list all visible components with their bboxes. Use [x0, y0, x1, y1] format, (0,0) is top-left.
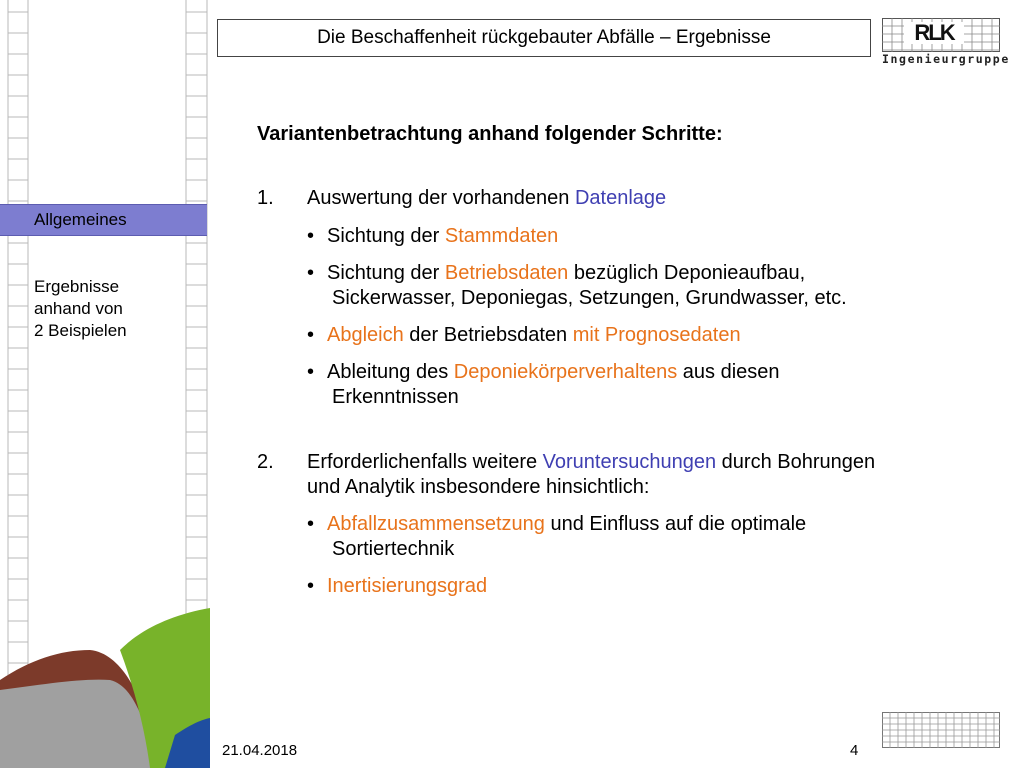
- sidebar-item-label-line: Ergebnisse: [34, 277, 120, 296]
- slide-content: Variantenbetrachtung anhand folgender Schritte: 1. Auswertung der vorhandenen Datenlage • Sichtung der Stammdaten • Sichtung der Betriebsdaten bezüglich Deponieaufbau, Sickerwasser, Deponiegas, Setzungen, Grundwasser, etc. • Abgleich der Betriebsdaten mit Prognosedaten • Ableitung des Deponiekörperverhaltens aus diesen Erkenntnissen 2. Erforderlichenfalls weitere Voruntersuchungen durch Bohrungen und Analytik insbesondere hinsichtlich: • Abfallzusammensetzung und Einfluss auf die optimale Sortiertechnik • Inertisierungsgrad: [257, 122, 987, 147]
- footer-date: 21.04.2018: [222, 742, 298, 759]
- sidebar-item-allgemeines[interactable]: [0, 204, 207, 236]
- sidebar-item-label: Allgemeines: [34, 210, 127, 229]
- slide-title-box: [217, 19, 871, 57]
- wave-decoration: [0, 560, 210, 768]
- content-heading: Variantenbetrachtung anhand folgender Schritte:: [257, 123, 723, 145]
- footer-grid-decoration: [882, 712, 1000, 748]
- step-number: 2.: [257, 451, 274, 473]
- step-text: Auswertung der vorhandenen Datenlage: [307, 187, 667, 209]
- sidebar-item-label-line: 2 Beispielen: [34, 321, 127, 340]
- step-text: Erforderlichenfalls weitere Voruntersuchungen durch Bohrungen und Analytik insbesondere hinsichtlich:: [307, 451, 876, 498]
- company-logo: [882, 18, 1010, 80]
- sidebar-item-label-line: anhand von: [34, 299, 123, 318]
- logo-subtitle: Ingenieurgruppe: [882, 52, 1010, 66]
- step-number: 1.: [257, 187, 274, 209]
- page-number: 4: [850, 742, 859, 759]
- slide-title: Die Beschaffenheit rückgebauter Abfälle – Ergebnisse: [317, 27, 771, 48]
- sidebar-item-ergebnisse[interactable]: [34, 276, 127, 342]
- logo-mark: RLK: [904, 22, 964, 44]
